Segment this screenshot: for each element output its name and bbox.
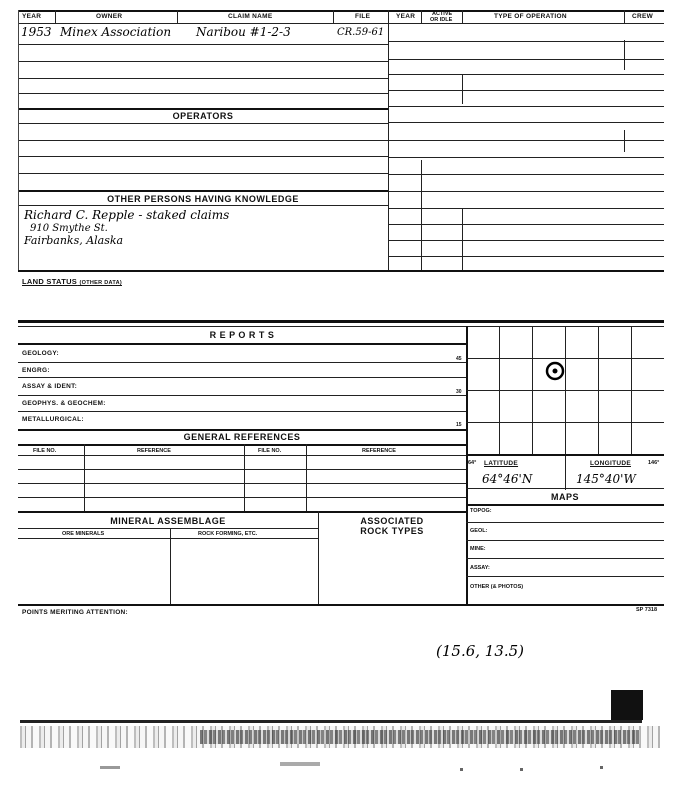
land-status-label bbox=[22, 277, 122, 286]
other-persons-line2: 910 Smythe St. bbox=[30, 223, 108, 234]
longitude-value: 145°40'W bbox=[576, 472, 636, 486]
other-persons-title: OTHER PERSONS HAVING KNOWLEDGE bbox=[107, 194, 299, 204]
report-num-30: 30 bbox=[456, 389, 462, 395]
other-persons-line3: Fairbanks, Alaska bbox=[24, 234, 124, 247]
header-crew: CREW bbox=[632, 13, 654, 20]
operators-title: OPERATORS bbox=[172, 111, 234, 121]
header-active-line2: OR IDLE bbox=[430, 17, 453, 23]
ref-file-no-2: FILE NO. bbox=[258, 448, 282, 454]
report-engrg: ENGRG: bbox=[22, 367, 50, 374]
latitude-value: 64°46'N bbox=[482, 472, 533, 486]
mineral-assemblage-title: MINERAL ASSEMBLAGE bbox=[110, 516, 226, 526]
report-metallurgical: METALLURGICAL: bbox=[22, 416, 84, 423]
maps-topog: TOPOG: bbox=[470, 508, 492, 514]
maps-mine: MINE: bbox=[470, 546, 486, 552]
longitude-label: LONGITUDE bbox=[590, 460, 631, 467]
header-file: FILE bbox=[355, 13, 371, 20]
ref-reference-1: REFERENCE bbox=[137, 448, 171, 454]
ref-file-no-1: FILE NO. bbox=[33, 448, 57, 454]
land-status-text: LAND STATUS bbox=[22, 277, 78, 286]
maps-title: MAPS bbox=[550, 492, 579, 502]
lat-prefix: 64° bbox=[468, 460, 477, 466]
rock-forming-label: ROCK FORMING, ETC. bbox=[198, 531, 258, 537]
points-meriting-attention: POINTS MERITING ATTENTION: bbox=[22, 609, 129, 616]
location-marker-icon bbox=[544, 360, 566, 382]
report-num-45: 45 bbox=[456, 356, 462, 362]
entry-claim-name: Naribou #1-2-3 bbox=[196, 25, 291, 39]
header-claim-name: CLAIM NAME bbox=[228, 13, 273, 20]
report-geology: GEOLOGY: bbox=[22, 350, 59, 357]
other-persons-line1: Richard C. Repple - staked claims bbox=[24, 208, 230, 222]
header-owner: OWNER bbox=[96, 13, 123, 20]
maps-geol: GEOL: bbox=[470, 528, 488, 534]
associated-rock-line1: ASSOCIATED bbox=[360, 516, 424, 526]
entry-owner: Minex Association bbox=[60, 25, 172, 39]
latitude-label: LATITUDE bbox=[484, 460, 519, 467]
report-num-15: 15 bbox=[456, 422, 462, 428]
header-active-line1: ACTIVE bbox=[432, 11, 453, 17]
lon-suffix: 146° bbox=[648, 460, 660, 466]
header-year: YEAR bbox=[22, 13, 42, 20]
form-number: SP 7318 bbox=[636, 607, 658, 613]
entry-file: CR.59-61 bbox=[337, 27, 385, 38]
maps-assay: ASSAY: bbox=[470, 565, 490, 571]
reports-title: R E P O R T S bbox=[209, 330, 275, 340]
ref-reference-2: REFERENCE bbox=[362, 448, 396, 454]
header-type-of-operation: TYPE OF OPERATION bbox=[494, 13, 567, 20]
associated-rock-line2: ROCK TYPES bbox=[360, 526, 424, 536]
general-references-title: GENERAL REFERENCES bbox=[183, 432, 301, 442]
ore-minerals-label: ORE MINERALS bbox=[62, 531, 105, 537]
report-assay: ASSAY & IDENT: bbox=[22, 383, 78, 390]
land-status-sub: (OTHER DATA) bbox=[79, 280, 122, 286]
entry-year: 1953 bbox=[21, 25, 52, 39]
coords-note: (15.6, 13.5) bbox=[436, 642, 525, 660]
report-geophys: GEOPHYS. & GEOCHEM: bbox=[22, 400, 106, 407]
header-year-2: YEAR bbox=[396, 13, 416, 20]
maps-other: OTHER (& PHOTOS) bbox=[470, 584, 524, 590]
